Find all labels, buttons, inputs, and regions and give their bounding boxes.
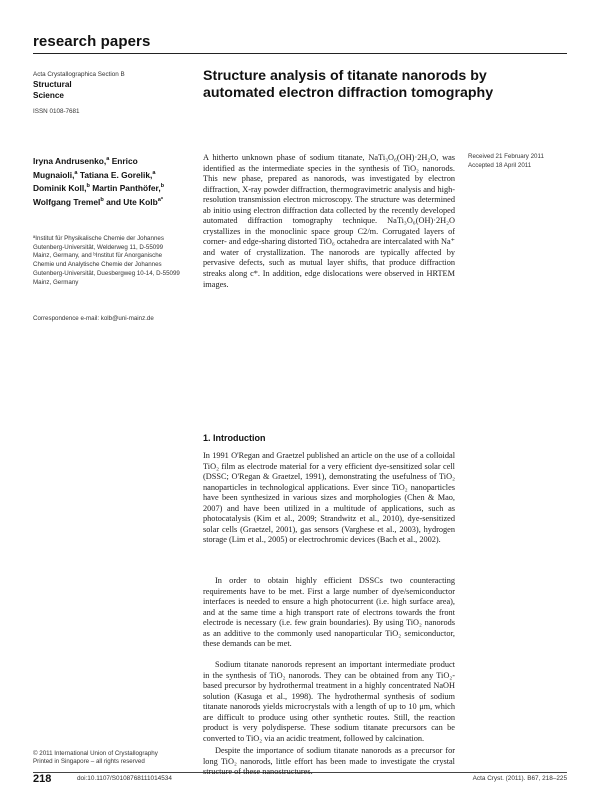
author[interactable]: Dominik Koll,$^b$ (33, 183, 90, 194)
author[interactable]: Wolfgang Tremel$^b$ (33, 196, 104, 207)
received-date: Received 21 February 2011 (468, 153, 544, 160)
copyright-line: © 2011 International Union of Crystallography (33, 750, 158, 757)
journal-section-label: research papers (33, 33, 151, 50)
author[interactable]: Enrico Mugnaioli,$^a$ (33, 155, 138, 180)
page-number: 218 (33, 773, 52, 785)
journal-citation: Acta Cryst. (2011). B67, 218–225 (472, 775, 567, 782)
journal-series: Acta Crystallographica Section B (33, 71, 125, 78)
paragraph: Sodium titanate nanorods represent an important intermediate product in the synthesis of TiO₂ nanorods. They can be obtained from any TiO₂-based precursor by hydrothermal treatment in a highly concentrated NaOH solution (Kasuga et al., 1998). The hydrothermal synthesis of sodium titanate nanorods yields microcrystals with a length of up to 10 μm, which are difficult to produce using other synthetic routes. Still, the reaction product is very polydisperse. These sodium titanate precursors can be converted to TiO₂ via an acidic treatment, followed by calcination. (203, 660, 455, 743)
journal-title-line-2: Science (33, 91, 64, 100)
affiliations: ªInstitut für Physikalische Chemie der Johannes Gutenberg-Universität, Welderweg 11, D-55099 Mainz, Germany, and ᵇInstitut für Anorganische Chemie und Analytische Chemie der Johannes Gutenberg-Universität, Duesbergweg 10-14, D-55099 Mainz, Germany (33, 235, 180, 286)
author[interactable]: Martin Panthöfer,$^b$ (92, 183, 165, 194)
header-rule (33, 53, 567, 54)
author-list (33, 154, 183, 209)
journal-title-line-1: Structural (33, 80, 72, 89)
section-heading: 1. Introduction (203, 433, 266, 443)
issn: ISSN 0108-7681 (33, 108, 80, 115)
paragraph: Despite the importance of sodium titanate nanorods as a precursor for long TiO₂ nanorods, little effort has been made to investigate the crystal structure of these nanostructures. (203, 746, 455, 777)
printed-line: Printed in Singapore – all rights reserved (33, 758, 145, 766)
correspondence-email[interactable]: Correspondence e-mail: kolb@uni-mainz.de (33, 315, 154, 322)
author[interactable]: Tatiana E. Gorelik,$^a$ (79, 169, 156, 180)
article-title: Structure analysis of titanate nanorods by automated electron diffraction tomography (203, 68, 494, 101)
author[interactable]: Iryna Andrusenko,$^a$ (33, 155, 110, 166)
abstract (203, 153, 455, 290)
abstract-text: A hitherto unknown phase of sodium titanate, NaTi₃O₆(OH)·2H₂O, was identified as the intermediate species in the synthesis of TiO₂ nanorods. This new phase, prepared as nanorods, was investigated by electron diffraction, X-ray powder diffraction, thermogravimetric analysis and high-resolution transmission electron microscopy. The structure was determined ab initio using electron diffraction data collected by the recently developed automated diffraction tomography technique. NaTi₃O₆(OH)·2H₂O crystallizes in the monoclinic space group C2/m. Corrugated layers of corner- and edge-sharing distorted TiO₆ octahedra are intercalated with Na⁺ and water of crystallization. The nanorods are typically affected by pervasive defects, such as mutual layer shifts, that produce diffraction streaks along c*. In addition, edge dislocations were observed in HRTEM images. (203, 153, 456, 289)
author[interactable]: and Ute Kolb$^{a*}$ (106, 196, 164, 207)
doi-link[interactable]: doi:10.1107/S0108768111014534 (77, 775, 172, 782)
paragraph: In order to obtain highly efficient DSSCs two counteracting requirements have to be met. First a large number of dye/semiconductor interfaces is needed to ensure a high photocurrent (i.e. high surface area), and at the same time a high transport rate of electrons towards the front electrode is necessary (i.e. few grain boundaries). By using TiO₂ nanorods as an additive to the commonly used nanoparticular TiO₂ semiconductor, these demands can be met. (203, 576, 455, 649)
paragraph: In 1991 O'Regan and Graetzel published an article on the use of a colloidal TiO₂ film as electrode material for a very efficient dye-sensitized solar cell (DSSC; O'Regan & Graetzel, 1991), demonstrating the usefulness of TiO₂ nanoparticles in technological applications. Ever since TiO₂ nanoparticles have been synthesized in various sizes and morphologies (Chen & Mao, 2007) and have been utilized in a multitude of applications, such as photocatalysis (Kim et al., 2009; Strandwitz et al., 2010), dye-sensitized solar cells (Graetzel, 2001), gas sensors (Varghese et al., 2003), hydrogen storage (Lim et al., 2005) or electrochromic devices (Bach et al., 2002). (203, 451, 455, 545)
copyright (33, 750, 183, 767)
accepted-date: Accepted 18 April 2011 (468, 162, 532, 169)
